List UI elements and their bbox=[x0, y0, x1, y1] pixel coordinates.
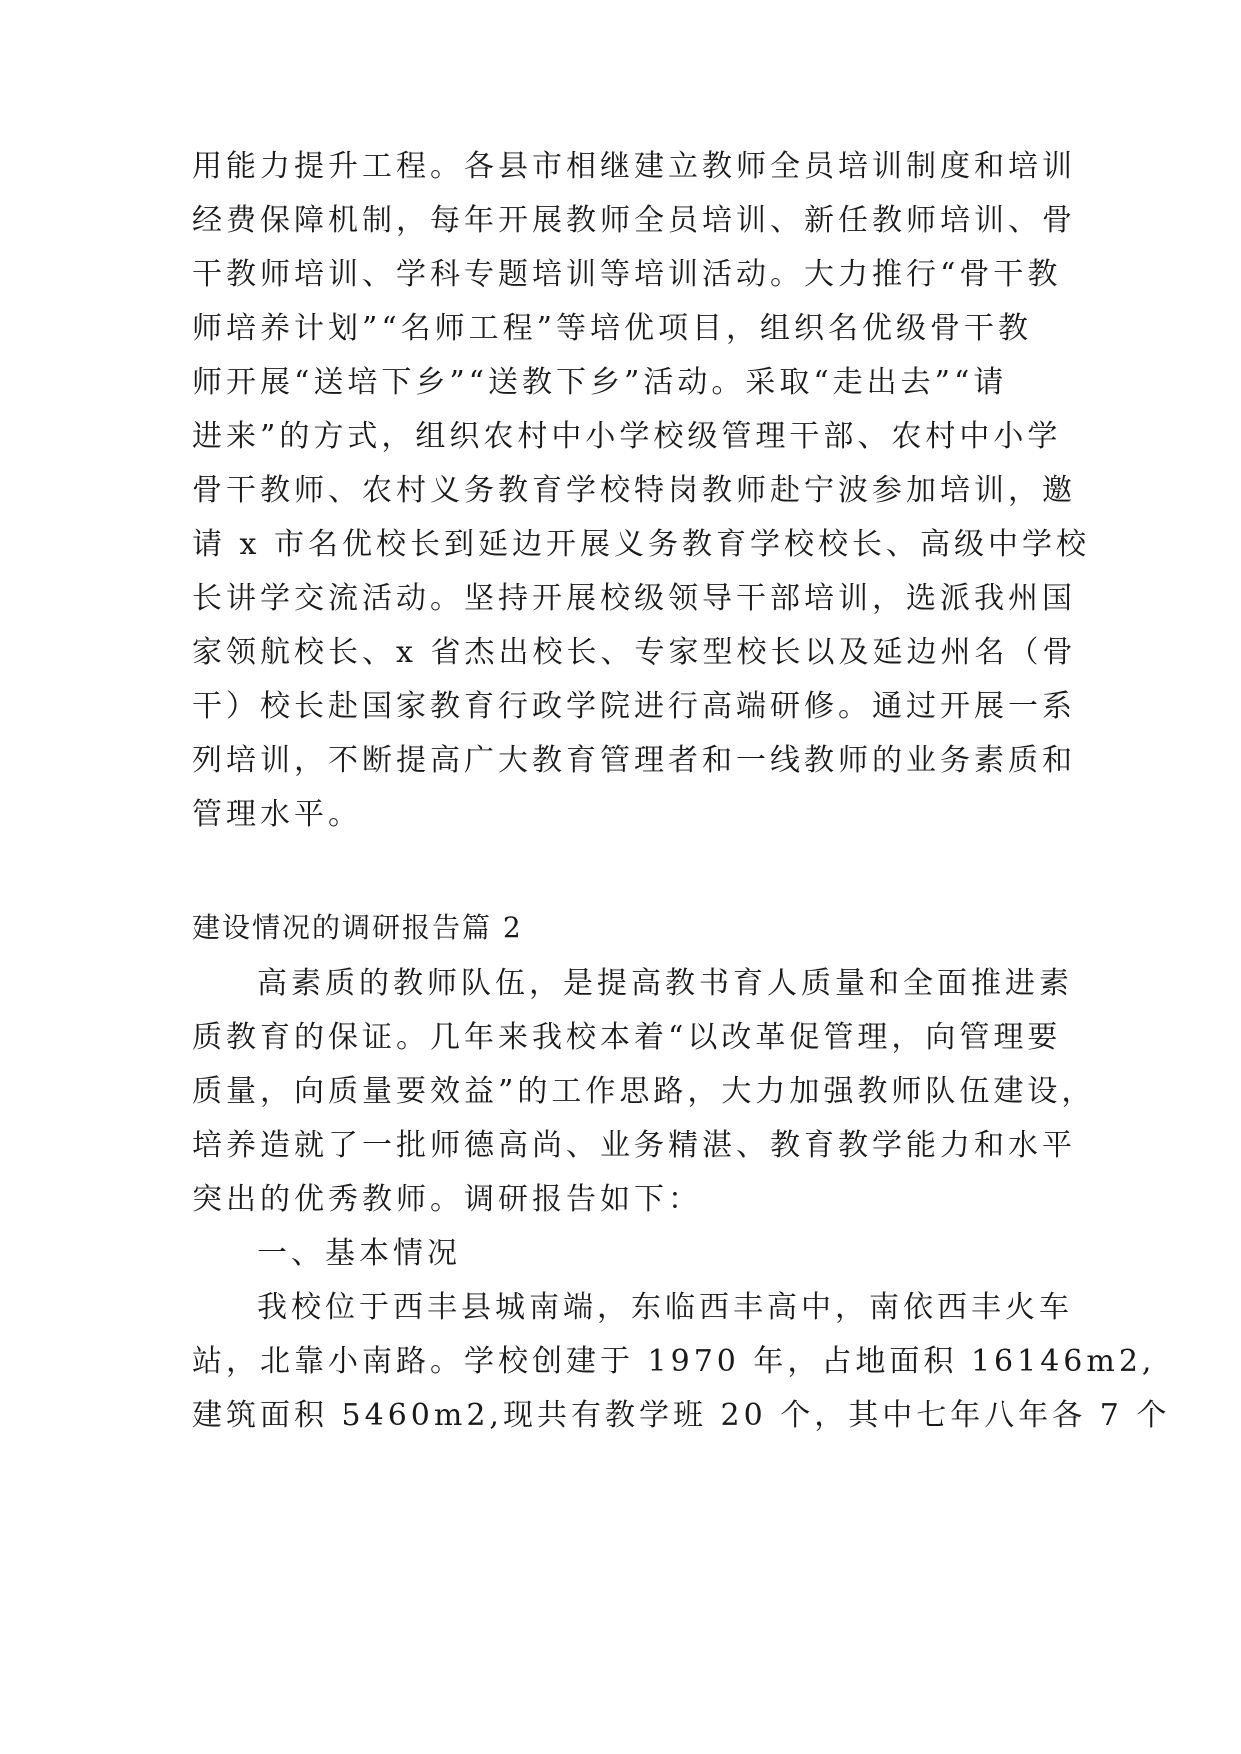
paragraph-line: 干教师培训、学科专题培训等培训活动。大力推行“骨干教 bbox=[192, 257, 1062, 292]
paragraph-line: 突出的优秀教师。调研报告如下： bbox=[192, 1182, 702, 1217]
paragraph-line: 经费保障机制，每年开展教师全员培训、新任教师培训、骨 bbox=[192, 203, 1076, 238]
paragraph-line: 建筑面积 5460m2,现共有教学班 20 个，其中七年八年各 7 个 bbox=[192, 1398, 1171, 1433]
paragraph-line: 师开展“送培下乡”“送教下乡”活动。采取“走出去”“请 bbox=[192, 365, 1008, 400]
paragraph-line: 用能力提升工程。各县市相继建立教师全员培训制度和培训 bbox=[192, 149, 1076, 184]
subheading: 一、基本情况 bbox=[257, 1236, 461, 1271]
paragraph-line: 师培养计划”“名师工程”等培优项目，组织名优级骨干教 bbox=[192, 311, 1033, 346]
paragraph-line: 质量，向质量要效益”的工作思路，大力加强教师队伍建设， bbox=[192, 1074, 1096, 1109]
section-title: 建设情况的调研报告篇 2 bbox=[192, 911, 523, 944]
paragraph-line: 质教育的保证。几年来我校本着“以改革促管理，向管理要 bbox=[192, 1020, 1062, 1055]
paragraph-line: 干）校长赴国家教育行政学院进行高端研修。通过开展一系 bbox=[192, 689, 1076, 724]
paragraph-line: 请 x 市名优校长到延边开展义务教育学校校长、高级中学校 bbox=[192, 527, 1090, 562]
paragraph-line: 培养造就了一批师德高尚、业务精湛、教育教学能力和水平 bbox=[192, 1128, 1076, 1163]
paragraph-line: 我校位于西丰县城南端，东临西丰高中，南依西丰火车 bbox=[257, 1290, 1073, 1325]
paragraph-line: 长讲学交流活动。坚持开展校级领导干部培训，选派我州国 bbox=[192, 581, 1076, 616]
paragraph-line: 站，北靠小南路。学校创建于 1970 年，占地面积 16146m2, bbox=[192, 1344, 1156, 1379]
paragraph-line: 进来”的方式，组织农村中小学校级管理干部、农村中小学 bbox=[192, 419, 1062, 454]
paragraph-line: 骨干教师、农村义务教育学校特岗教师赴宁波参加培训，邀 bbox=[192, 473, 1076, 508]
paragraph-line: 列培训，不断提高广大教育管理者和一线教师的业务素质和 bbox=[192, 743, 1076, 778]
paragraph-line: 家领航校长、x 省杰出校长、专家型校长以及延边州名（骨 bbox=[192, 635, 1077, 670]
paragraph-line: 管理水平。 bbox=[192, 797, 362, 832]
paragraph-line: 高素质的教师队伍，是提高教书育人质量和全面推进素 bbox=[257, 966, 1073, 1001]
